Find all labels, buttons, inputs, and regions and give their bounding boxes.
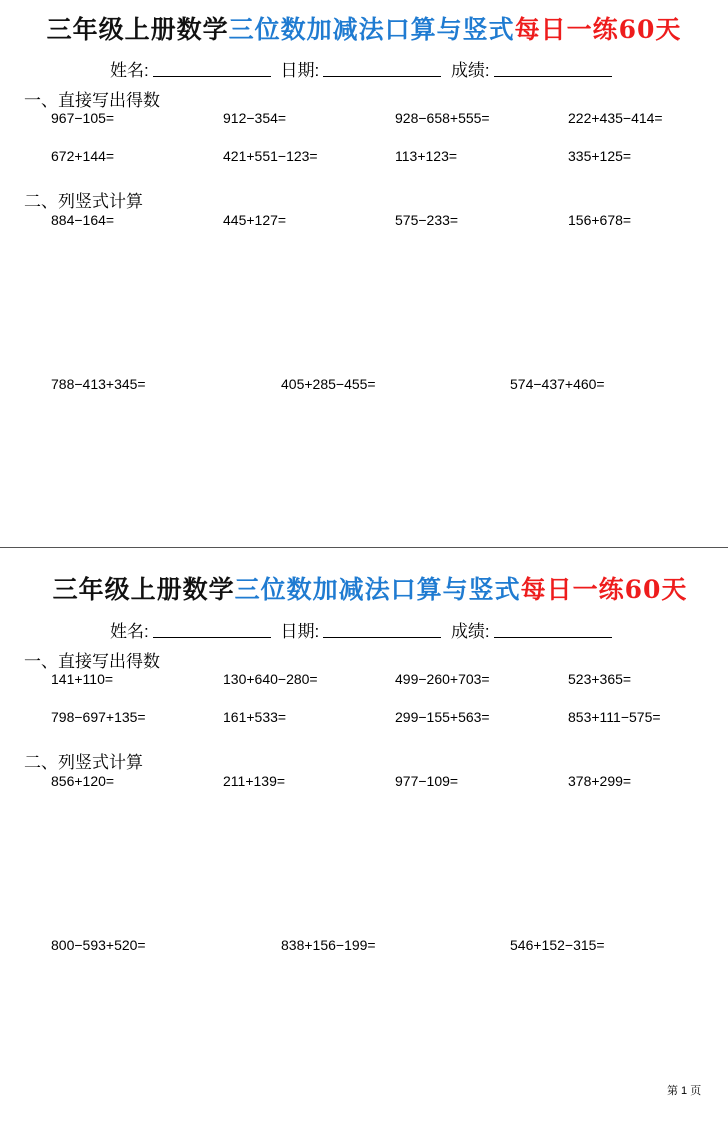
problem: 499−260+703= [395,671,490,687]
problem: 421+551−123= [223,148,318,164]
name-label: 姓名: [110,61,149,80]
title-part-blue: 三位数加减法口算与竖式 [228,15,515,44]
problem: 977−109= [395,773,459,789]
problem: 141+110= [51,671,114,687]
date-blank[interactable] [323,60,441,77]
problem: 335+125= [568,148,632,164]
date-label: 日期: [280,61,320,80]
worksheet-2 [0,561,728,1122]
problem: 161+533= [223,709,287,725]
problem: 838+156−199= [281,937,376,953]
worksheet-title [0,10,728,46]
problem: 912−354= [223,110,287,126]
title-part-black: 三年级上册数学 [52,575,235,604]
problem: 378+299= [568,773,632,789]
date-blank[interactable] [323,621,441,638]
student-info-row [110,617,617,642]
problem: 672+144= [51,148,115,164]
section-heading-vertical-calc: 二、列竖式计算 [24,192,143,211]
section-heading-mental-math: 一、直接写出得数 [24,652,160,671]
title-part-blue: 三位数加减法口算与竖式 [234,575,521,604]
title-part-red: 每日一练60天 [520,575,688,604]
problem: 884−164= [51,212,115,228]
problem: 113+123= [395,148,458,164]
problem: 211+139= [223,773,286,789]
problem: 788−413+345= [51,376,146,392]
worksheet-title [6,570,728,606]
problem: 445+127= [223,212,287,228]
problem: 156+678= [568,212,632,228]
problem: 299−155+563= [395,709,490,725]
section-heading-mental-math: 一、直接写出得数 [24,91,160,110]
name-blank[interactable] [153,621,271,638]
student-info-row [110,56,617,81]
problem: 967−105= [51,110,115,126]
problem: 928−658+555= [395,110,490,126]
title-part-black: 三年级上册数学 [46,15,229,44]
problem: 405+285−455= [281,376,376,392]
name-blank[interactable] [153,60,271,77]
problem: 130+640−280= [223,671,318,687]
section-heading-vertical-calc: 二、列竖式计算 [24,753,143,772]
problem: 798−697+135= [51,709,146,725]
cut-line-divider [0,547,728,548]
name-label: 姓名: [110,622,149,641]
problem: 574−437+460= [510,376,605,392]
problem: 575−233= [395,212,459,228]
problem: 546+152−315= [510,937,605,953]
title-part-red: 每日一练60天 [514,15,682,44]
page-number: 第 1 页 [667,1085,702,1097]
problem: 222+435−414= [568,110,663,126]
score-blank[interactable] [494,621,612,638]
problem: 856+120= [51,773,115,789]
date-label: 日期: [280,622,320,641]
score-blank[interactable] [494,60,612,77]
score-label: 成绩: [450,61,490,80]
problem: 523+365= [568,671,632,687]
score-label: 成绩: [450,622,490,641]
problem: 800−593+520= [51,937,146,953]
problem: 853+111−575= [568,709,661,725]
